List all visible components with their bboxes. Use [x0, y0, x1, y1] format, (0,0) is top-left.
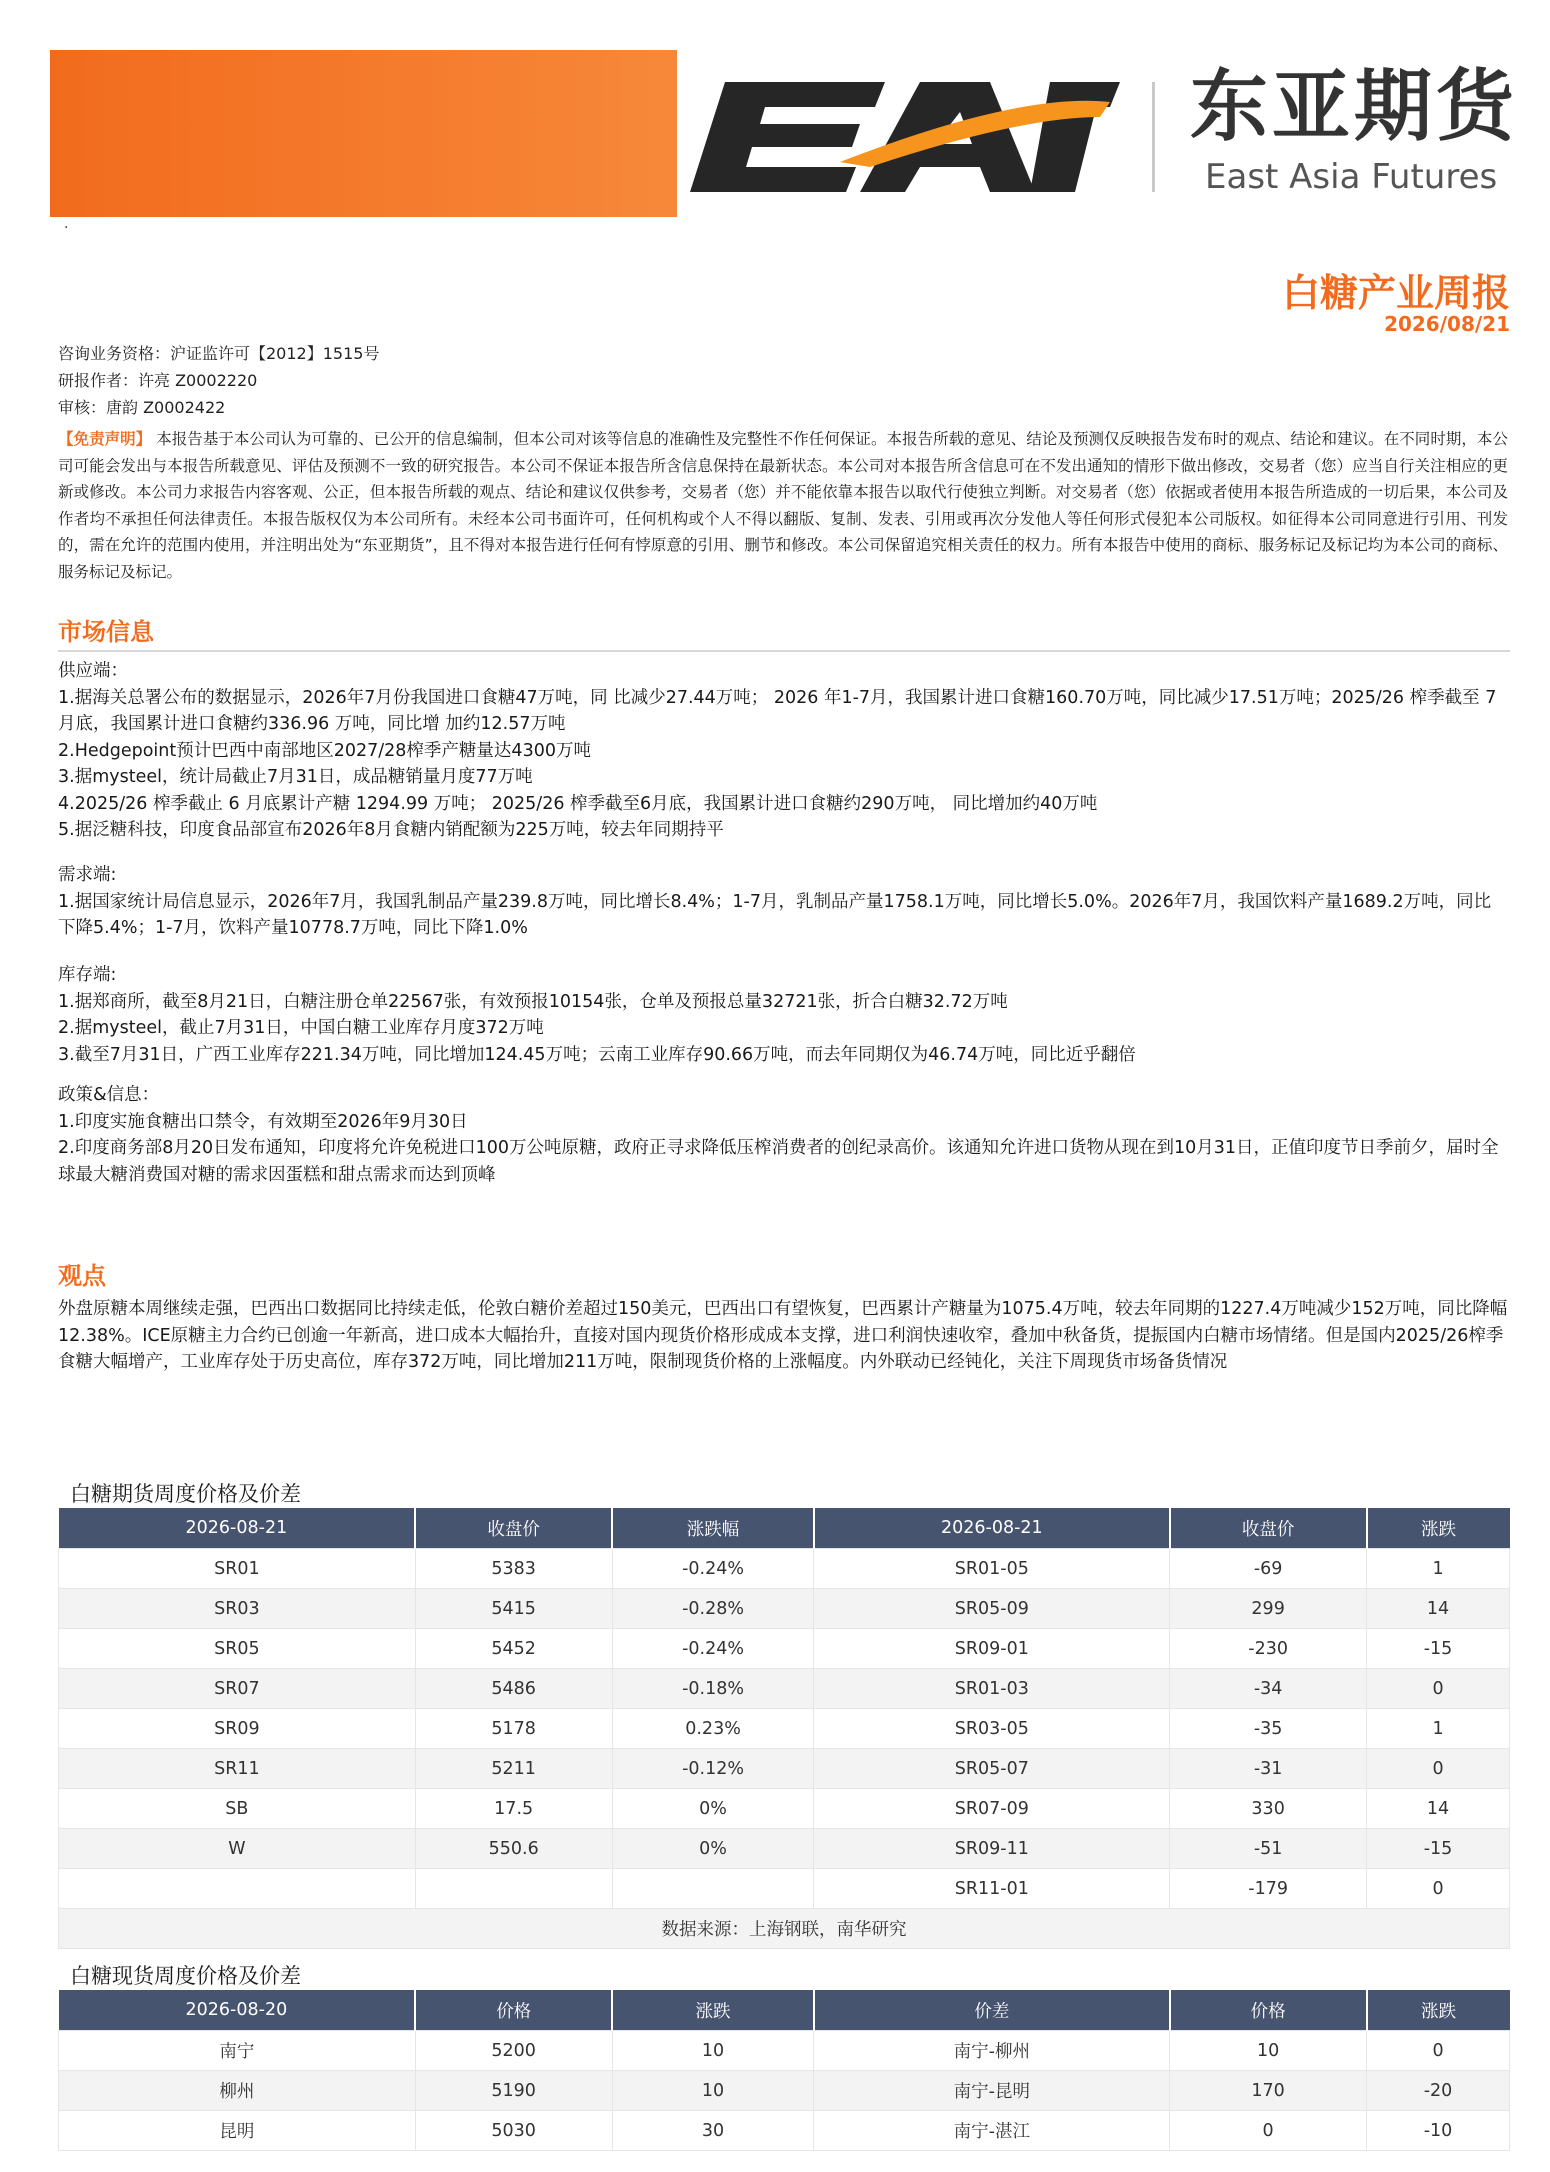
inventory-item: 2.据mysteel，截止7月31日，中国白糖工业库存月度372万吨 [58, 1018, 544, 1038]
futures-table-title: 白糖期货周度价格及价差 [70, 1482, 301, 1506]
table-cell: 10 [612, 2071, 814, 2111]
section-divider [58, 650, 1510, 652]
table-cell [59, 1869, 416, 1909]
supply-item: 1.据海关总署公布的数据显示，2026年7月份我国进口食糖47万吨，同 比减少27.44万吨； 2026 年1-7月，我国累计进口食糖160.70万吨，同比减少17.51万吨；2025/26 榨季截至 7 月底，我国累计进口食糖约336.96 万吨，同比增 加约12.57万吨 [58, 687, 1497, 734]
table-cell: SR07 [59, 1669, 416, 1709]
table-row [59, 1549, 1510, 1589]
table-row [59, 1629, 1510, 1669]
table-cell: SR05 [59, 1629, 416, 1669]
inventory-heading: 库存端: [58, 965, 117, 985]
table-cell: -31 [1170, 1749, 1367, 1789]
inventory-block [58, 962, 1508, 1068]
table-cell: -15 [1367, 1629, 1510, 1669]
column-header: 2026-08-21 [814, 1508, 1170, 1549]
table-cell: 5200 [415, 2031, 612, 2071]
column-header: 涨跌 [1367, 1990, 1510, 2031]
table-row [59, 2111, 1510, 2151]
table-cell: -34 [1170, 1669, 1367, 1709]
logo-chinese-name: 东亚期货 [1190, 62, 1519, 152]
table-cell: SR09-01 [814, 1629, 1170, 1669]
table-cell: -51 [1170, 1829, 1367, 1869]
report-title: 白糖产业周报 [1281, 271, 1510, 315]
table-cell: 昆明 [59, 2111, 416, 2151]
table-cell: 14 [1367, 1589, 1510, 1629]
inventory-item: 3.截至7月31日，广西工业库存221.34万吨，同比增加124.45万吨；云南工业库存90.66万吨，而去年同期仅为46.74万吨，同比近乎翻倍 [58, 1044, 1136, 1065]
table-cell: SR05-09 [814, 1589, 1170, 1629]
table-cell: -0.12% [612, 1749, 814, 1789]
table-cell: -0.28% [612, 1589, 814, 1629]
table-cell: 1 [1367, 1709, 1510, 1749]
column-header: 收盘价 [415, 1508, 612, 1549]
table-cell: SR11-01 [814, 1869, 1170, 1909]
disclaimer-tag: 【免责声明】 [58, 430, 152, 448]
spot-table-title: 白糖现货周度价格及价差 [70, 1964, 301, 1988]
table-cell: 14 [1367, 1789, 1510, 1829]
table-cell: W [59, 1829, 416, 1869]
table-cell: -10 [1367, 2111, 1510, 2151]
table-source-row [59, 1909, 1510, 1949]
table-cell: -0.24% [612, 1629, 814, 1669]
table-cell: 5486 [415, 1669, 612, 1709]
inventory-item: 1.据郑商所，截至8月21日，白糖注册仓单22567张，有效预报10154张，仓单及预报总量32721张，折合白糖32.72万吨 [58, 991, 1008, 1012]
header-dot: · [64, 220, 69, 236]
table-cell: 0 [1170, 2111, 1367, 2151]
demand-heading: 需求端: [58, 865, 117, 885]
supply-item: 2.Hedgepoint预计巴西中南部地区2027/28榨季产糖量达4300万吨 [58, 740, 591, 761]
table-cell: 30 [612, 2111, 814, 2151]
table-cell: SR03 [59, 1589, 416, 1629]
table-cell: 0.23% [612, 1709, 814, 1749]
table-cell: 南宁 [59, 2031, 416, 2071]
table-cell: -0.18% [612, 1669, 814, 1709]
table-cell: 5190 [415, 2071, 612, 2111]
table-cell: 5415 [415, 1589, 612, 1629]
disclaimer-text: 本报告基于本公司认为可靠的、已公开的信息编制，但本公司对该等信息的准确性及完整性不作任何保证。本报告所载的意见、结论及预测仅反映报告发布时的观点、结论和建议。在不同时期，本公司可能会发出与本报告所载意见、评估及预测不一致的研究报告。本公司不保证本报告所含信息保持在最新状态。本公司对本报告所含信息可在不发出通知的情形下做出修改，交易者（您）应当自行关注相应的更新或修改。本公司力求报告内容客观、公正，但本报告所载的观点、结论和建议仅供参考，交易者（您）并不能依靠本报告以取代行使独立判断。对交易者（您）依据或者使用本报告所造成的一切后果，本公司及作者均不承担任何法律责任。本报告版权仅为本公司所有。未经本公司书面许可，任何机构或个人不得以翻版、复制、发表、引用或再次分发他人等任何形式侵犯本公司版权。如征得本公司同意进行引用、刊发的，需在允许的范围内使用，并注明出处为“东亚期货”，且不得对本报告进行任何有悖原意的引用、删节和修改。本公司保留追究相关责任的权力。所有本报告中使用的商标、服务标记及标记均为本公司的商标、服务标记及标记。 [58, 430, 1508, 581]
table-row [59, 1589, 1510, 1629]
logo-divider [1152, 82, 1155, 192]
policy-item: 2.印度商务部8月20日发布通知，印度将允许免税进口100万公吨原糖，政府正寻求降低压榨消费者的创纪录高价。该通知允许进口货物从现在到10月31日，正值印度节日季前夕，届时全球最大糖消费国对糖的需求因蛋糕和甜点需求而达到顶峰 [58, 1138, 1499, 1185]
table-cell: 5452 [415, 1629, 612, 1669]
policy-item: 1.印度实施食糖出口禁令，有效期至2026年9月30日 [58, 1111, 468, 1132]
table-cell: -230 [1170, 1629, 1367, 1669]
table-cell: 0 [1367, 1869, 1510, 1909]
table-header-row [59, 1508, 1510, 1549]
table-cell: SR09 [59, 1709, 416, 1749]
supply-item: 3.据mysteel，统计局截止7月31日，成品糖销量月度77万吨 [58, 767, 533, 787]
table-cell: -0.24% [612, 1549, 814, 1589]
table-cell: 0 [1367, 2031, 1510, 2071]
table-cell: -15 [1367, 1829, 1510, 1869]
demand-item: 1.据国家统计局信息显示，2026年7月，我国乳制品产量239.8万吨，同比增长8.4%；1-7月，乳制品产量1758.1万吨，同比增长5.0%。2026年7月，我国饮料产量1689.2万吨，同比下降5.4%；1-7月，饮料产量10778.7万吨，同比下降1.0% [58, 891, 1492, 938]
table-row [59, 2031, 1510, 2071]
table-cell: 10 [1170, 2031, 1367, 2071]
report-meta [58, 340, 379, 421]
table-cell: SR05-07 [814, 1749, 1170, 1789]
supply-item: 5.据泛糖科技，印度食品部宣布2026年8月食糖内销配额为225万吨，较去年同期持平 [58, 820, 724, 840]
table-cell: 5178 [415, 1709, 612, 1749]
policy-block [58, 1082, 1508, 1188]
table-cell: 0% [612, 1789, 814, 1829]
table-cell: SR07-09 [814, 1789, 1170, 1829]
supply-item: 4.2025/26 榨季截止 6 月底累计产糖 1294.99 万吨； 2025/26 榨季截至6月底，我国累计进口食糖约290万吨， 同比增加约40万吨 [58, 793, 1098, 814]
table-cell: -179 [1170, 1869, 1367, 1909]
author: 研报作者：许亮 Z0002220 [58, 371, 258, 390]
table-cell: 柳州 [59, 2071, 416, 2111]
table-row [59, 1789, 1510, 1829]
policy-heading: 政策&信息： [58, 1085, 160, 1105]
table-cell: 南宁-湛江 [814, 2111, 1170, 2151]
table-cell: 10 [612, 2031, 814, 2071]
qualification: 咨询业务资格：沪证监许可【2012】1515号 [58, 344, 380, 363]
supply-heading: 供应端： [58, 661, 128, 681]
column-header: 价格 [1170, 1990, 1367, 2031]
column-header: 价格 [415, 1990, 612, 2031]
futures-table [58, 1508, 1510, 1949]
table-header-row [59, 1990, 1510, 2031]
data-source-note: 数据来源：上海钢联，南华研究 [59, 1909, 1510, 1949]
table-cell: 299 [1170, 1589, 1367, 1629]
table-cell: 0% [612, 1829, 814, 1869]
table-cell: 南宁-昆明 [814, 2071, 1170, 2111]
reviewer: 审核：唐韵 Z0002422 [58, 398, 226, 417]
table-cell: -35 [1170, 1709, 1367, 1749]
table-cell: SR01-03 [814, 1669, 1170, 1709]
column-header: 2026-08-21 [59, 1508, 416, 1549]
table-cell: SR01-05 [814, 1549, 1170, 1589]
table-cell: 5030 [415, 2111, 612, 2151]
table-cell: SR11 [59, 1749, 416, 1789]
table-cell: 550.6 [415, 1829, 612, 1869]
table-row [59, 1709, 1510, 1749]
table-cell: 0 [1367, 1749, 1510, 1789]
table-cell: 南宁-柳州 [814, 2031, 1170, 2071]
section-title-market: 市场信息 [58, 618, 154, 646]
table-cell: SR01 [59, 1549, 416, 1589]
demand-block [58, 862, 1508, 942]
table-cell: 1 [1367, 1549, 1510, 1589]
table-cell: SR09-11 [814, 1829, 1170, 1869]
table-cell: 330 [1170, 1789, 1367, 1829]
column-header: 2026-08-20 [59, 1990, 416, 2031]
section-title-view: 观点 [58, 1262, 106, 1290]
report-date: 2026/08/21 [1384, 312, 1510, 336]
table-cell: 0 [1367, 1669, 1510, 1709]
table-cell: 5383 [415, 1549, 612, 1589]
column-header: 价差 [814, 1990, 1170, 2031]
spot-table [58, 1990, 1510, 2151]
disclaimer [58, 426, 1508, 585]
table-row [59, 1749, 1510, 1789]
column-header: 涨跌 [612, 1990, 814, 2031]
table-cell: -20 [1367, 2071, 1510, 2111]
column-header: 涨跌 [1367, 1508, 1510, 1549]
table-row [59, 2071, 1510, 2111]
table-row [59, 1869, 1510, 1909]
supply-block [58, 658, 1508, 844]
logo-english-name: East Asia Futures [1205, 157, 1498, 197]
column-header: 收盘价 [1170, 1508, 1367, 1549]
table-row [59, 1669, 1510, 1709]
table-cell: 17.5 [415, 1789, 612, 1829]
table-cell [612, 1869, 814, 1909]
table-cell: -69 [1170, 1549, 1367, 1589]
table-cell: 5211 [415, 1749, 612, 1789]
table-cell: 170 [1170, 2071, 1367, 2111]
table-row [59, 1829, 1510, 1869]
column-header: 涨跌幅 [612, 1508, 814, 1549]
view-text: 外盘原糖本周继续走强，巴西出口数据同比持续走低，伦敦白糖价差超过150美元，巴西出口有望恢复，巴西累计产糖量为1075.4万吨，较去年同期的1227.4万吨减少152万吨，同比降幅12.38%。ICE原糖主力合约已创逾一年新高，进口成本大幅抬升，直接对国内现货价格形成成本支撑，进口利润快速收窄，叠加中秋备货，提振国内白糖市场情绪。但是国内2025/26榨季食糖大幅增产，工业库存处于历史高位，库存372万吨，同比增加211万吨，限制现货价格的上涨幅度。内外联动已经钝化，关注下周现货市场备货情况 [58, 1299, 1508, 1372]
table-cell: SB [59, 1789, 416, 1829]
table-cell [415, 1869, 612, 1909]
table-cell: SR03-05 [814, 1709, 1170, 1749]
header-orange-banner [50, 50, 677, 217]
